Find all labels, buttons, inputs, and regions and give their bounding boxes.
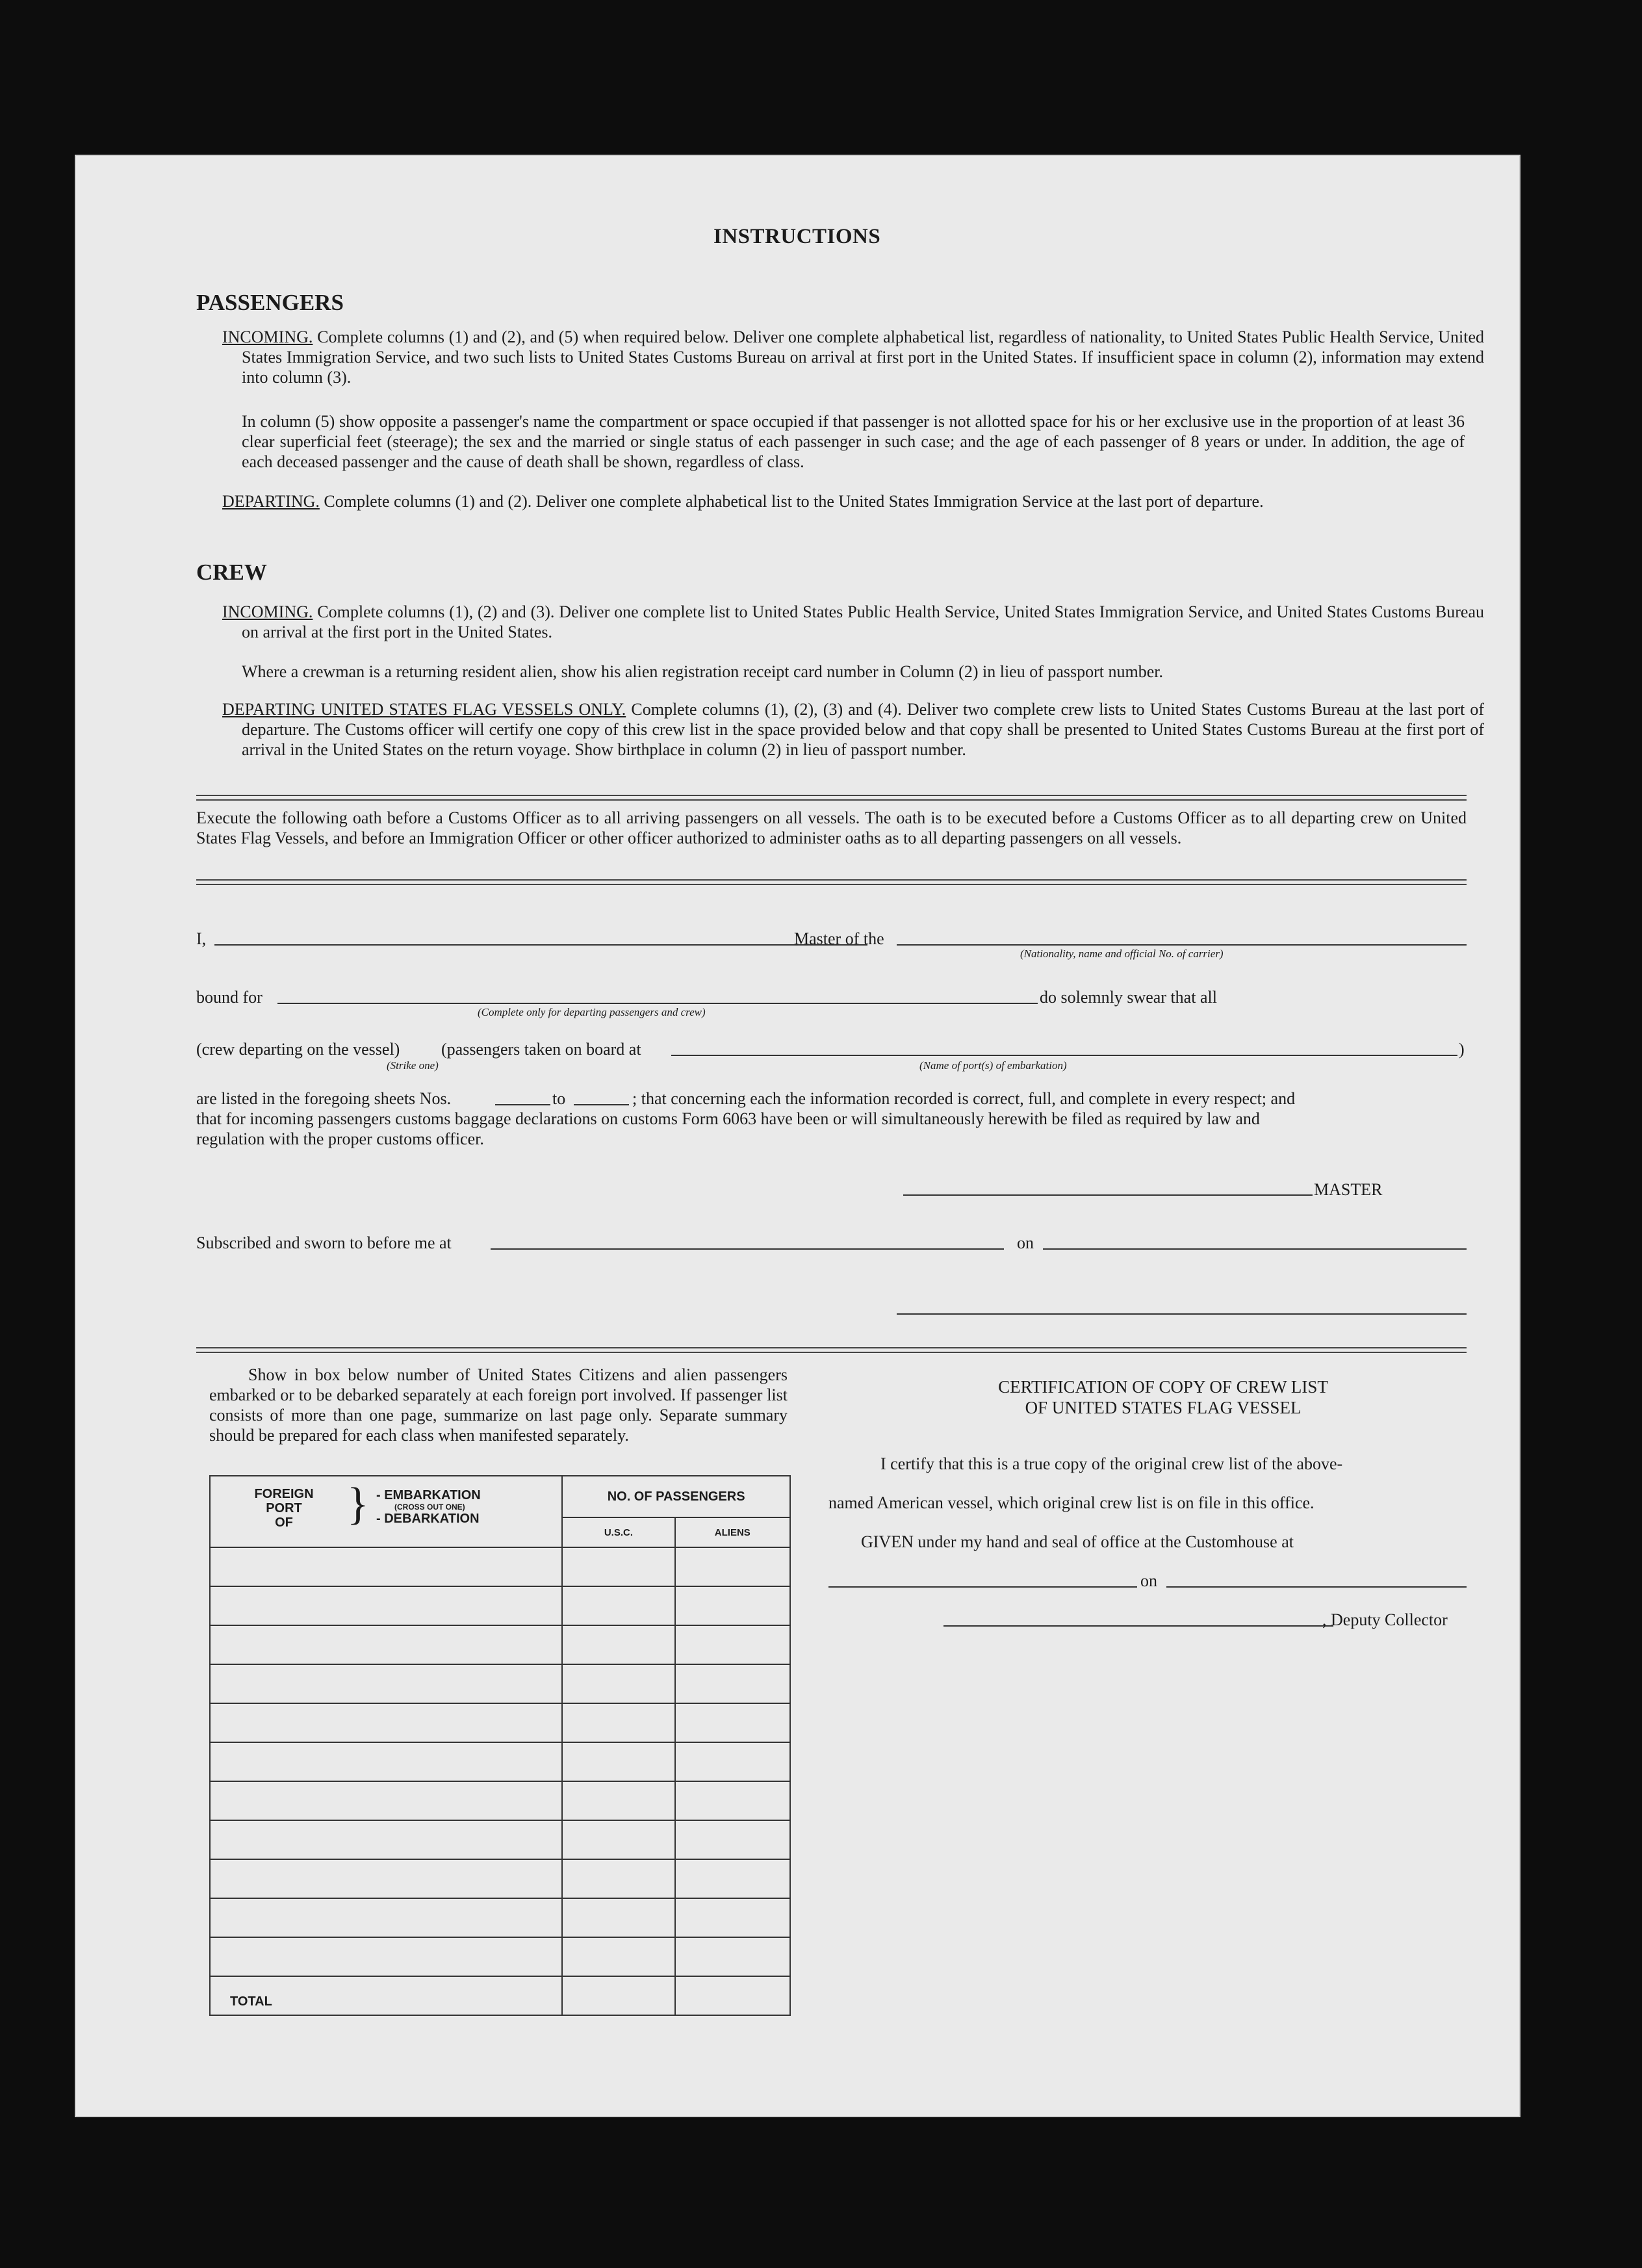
table-row [210,1664,790,1703]
foreign-label: FOREIGN [254,1487,314,1501]
box-instructions: Show in box below number of United States Citizens and alien passengers embarked or to be debarked separately at each foreign port involved. If passenger list consists of more than one page, summarize on last page only. Separate summary should be prepared for each class when manifested separately. [209,1365,788,1445]
port-cell[interactable] [210,1742,562,1781]
document-page [75,155,1520,2117]
deputy-collector-signature-field[interactable] [943,1625,1333,1627]
port-cell[interactable] [210,1586,562,1625]
passengers-departing-paragraph [222,491,1484,511]
sworn-place-field[interactable] [491,1248,1004,1250]
total-label: TOTAL [210,1976,562,2015]
bound-for-label: bound for [196,988,263,1007]
port-cell[interactable] [210,1859,562,1898]
usc-cell[interactable] [562,1547,674,1586]
aliens-cell[interactable] [675,1781,790,1820]
usc-cell[interactable] [562,1781,674,1820]
ports-caption: (Name of port(s) of embarkation) [919,1059,1067,1072]
table-row [210,1547,790,1586]
certification-line1: I certify that this is a true copy of the original crew list of the above- [880,1454,1343,1473]
aliens-cell[interactable] [675,1898,790,1937]
passengers-taken-option[interactable]: (passengers taken on board at [441,1040,641,1059]
usc-cell[interactable] [562,1625,674,1664]
crew-departing-paragraph [222,699,1484,760]
table-row [210,1586,790,1625]
port-cell[interactable] [210,1547,562,1586]
passengers-departing-text: Complete columns (1) and (2). Deliver one complete alphabetical list to the United States Immigration Service at the last port of departure. [324,492,1264,511]
master-signature-field[interactable] [903,1194,1313,1196]
port-cell[interactable] [210,1898,562,1937]
carrier-field[interactable] [897,944,1467,946]
table-row [210,1781,790,1820]
certification-title [897,1376,1430,1418]
certification-line3: GIVEN under my hand and seal of office at the Customhouse at [861,1532,1294,1551]
certification-line2: named American vessel, which original crew list is on file in this office. [828,1493,1315,1512]
master-name-field[interactable] [214,944,867,946]
embarkation-option[interactable]: - EMBARKATION [376,1488,481,1502]
port-cell[interactable] [210,1664,562,1703]
table-row [210,1703,790,1742]
deputy-collector-label: , Deputy Collector [1322,1610,1448,1629]
page-title: INSTRUCTIONS [713,225,881,248]
oath-instructions: Execute the following oath before a Customs Officer as to all arriving passengers on all vessels. The oath is to be executed before a Customs Officer as to all departing crew on United States Flag Vessels, and before an Immigration Officer or other officer authorized to administer oaths as to all departing passengers on all vessels. [196,808,1467,847]
aliens-total-cell[interactable] [675,1976,790,2015]
customhouse-field[interactable] [828,1586,1137,1588]
aliens-cell[interactable] [675,1820,790,1859]
close-paren: ) [1459,1040,1465,1059]
table-row [210,1742,790,1781]
port-cell[interactable] [210,1703,562,1742]
double-rule [196,795,1467,801]
port-header-cell [210,1476,562,1547]
port-cell[interactable] [210,1820,562,1859]
usc-cell[interactable] [562,1820,674,1859]
bound-for-field[interactable] [277,1003,1038,1004]
debarkation-option[interactable]: - DEBARKATION [376,1512,480,1526]
passengers-heading: PASSENGERS [196,290,344,315]
certification-on-label: on [1140,1571,1157,1590]
aliens-cell[interactable] [675,1859,790,1898]
brace-icon: } [347,1479,369,1529]
usc-cell[interactable] [562,1703,674,1742]
usc-cell[interactable] [562,1937,674,1976]
aliens-cell[interactable] [675,1586,790,1625]
crew-incoming-label: INCOMING. [222,602,313,621]
crew-departing-option[interactable]: (crew departing on the vessel) [196,1040,400,1059]
table-row [210,1625,790,1664]
aliens-cell[interactable] [675,1937,790,1976]
subscribed-label: Subscribed and sworn to before me at [196,1233,452,1252]
listed-to: to [552,1089,566,1108]
crew-departing-text: Complete columns (1), (2), (3) and (4). Deliver two complete crew lists to United States Customs Bureau at the last port of departure. The Customs officer will certify one copy of this crew list in the space provided below and that copy shall be presented to United States Customs Bureau at the first port of arrival in the United States on the return voyage. Show birthplace in column (2) in lieu of passport number. [242,700,1485,759]
aliens-cell[interactable] [675,1547,790,1586]
usc-cell[interactable] [562,1742,674,1781]
port-cell[interactable] [210,1781,562,1820]
port-cell[interactable] [210,1625,562,1664]
listed-line3: regulation with the proper customs officer. [196,1129,484,1148]
total-row [210,1976,790,2015]
aliens-cell[interactable] [675,1664,790,1703]
sheet-from-field[interactable] [495,1104,550,1105]
passengers-incoming-paragraph [222,327,1484,387]
aliens-cell[interactable] [675,1625,790,1664]
listed-pre: are listed in the foregoing sheets Nos. [196,1089,452,1108]
port-label: PORT [266,1501,302,1515]
complete-only-caption: (Complete only for departing passengers and crew) [478,1006,706,1018]
of-label: OF [275,1515,293,1530]
crew-incoming-paragraph [222,602,1484,642]
aliens-cell[interactable] [675,1703,790,1742]
certification-title-line2: OF UNITED STATES FLAG VESSEL [1025,1398,1302,1417]
usc-total-cell[interactable] [562,1976,674,2015]
passengers-column5-paragraph: In column (5) show opposite a passenger's name the compartment or space occupied if that passenger is not allotted space for his or her exclusive use in the proportion of at least 36 clear superficial feet (steerage); the sex and the married or single status of each passenger in such case; and the age of each passenger of 8 years or under. In addition, the age of each deceased passenger and the cause of death shall be shown, regardless of class. [242,412,1465,471]
no-of-passengers-header: NO. OF PASSENGERS [562,1476,790,1517]
certification-date-field[interactable] [1166,1586,1467,1588]
usc-cell[interactable] [562,1586,674,1625]
usc-cell[interactable] [562,1859,674,1898]
double-rule [196,879,1467,885]
double-rule [196,1347,1467,1353]
officer-signature-field[interactable] [897,1313,1467,1315]
passenger-summary-table [209,1475,791,2016]
crew-departing-label: DEPARTING UNITED STATES FLAG VESSELS ONLY. [222,700,626,719]
passengers-incoming-text: Complete columns (1) and (2), and (5) when required below. Deliver one complete alphabetical list, regardless of nationality, to United States Public Health Service, United States Immigration Service, and two such lists to United States Customs Bureau on arrival at first port in the United States. If insufficient space in column (2), information may extend into column (3). [242,328,1485,387]
sheet-to-field[interactable] [574,1104,629,1105]
aliens-header: ALIENS [675,1517,790,1547]
table-row [210,1820,790,1859]
crew-heading: CREW [196,560,267,585]
swear-label: do solemnly swear that all [1040,988,1217,1007]
listed-post: ; that concerning each the information recorded is correct, full, and complete in every respect; and [632,1089,1296,1108]
oath-i-label: I, [196,929,207,948]
crew-incoming-text: Complete columns (1), (2) and (3). Deliver one complete list to United States Public Health Service, United States Immigration Service, and United States Customs Bureau on arrival at the first port in the United States. [242,602,1484,641]
usc-cell[interactable] [562,1898,674,1937]
table-row [210,1937,790,1976]
crew-returning-paragraph: Where a crewman is a returning resident alien, show his alien registration receipt card number in Column (2) in lieu of passport number. [242,662,1164,681]
sworn-date-field[interactable] [1043,1248,1467,1250]
cross-out-one-note: (CROSS OUT ONE) [394,1502,465,1512]
aliens-cell[interactable] [675,1742,790,1781]
master-of-label: Master of the [794,929,884,948]
sworn-on-label: on [1017,1233,1034,1252]
usc-cell[interactable] [562,1664,674,1703]
ports-field[interactable] [671,1055,1457,1056]
passengers-departing-label: DEPARTING. [222,492,320,511]
master-label: MASTER [1314,1180,1383,1199]
port-cell[interactable] [210,1937,562,1976]
table-row [210,1859,790,1898]
listed-line2: that for incoming passengers customs baggage declarations on customs Form 6063 have been or will simultaneously herewith be filed as required by law and [196,1109,1260,1128]
certification-title-line1: CERTIFICATION OF COPY OF CREW LIST [998,1377,1328,1397]
passengers-incoming-label: INCOMING. [222,328,313,346]
table-row [210,1898,790,1937]
strike-one-caption: (Strike one) [387,1059,439,1072]
nationality-caption: (Nationality, name and official No. of carrier) [1020,947,1224,960]
usc-header: U.S.C. [562,1517,674,1547]
